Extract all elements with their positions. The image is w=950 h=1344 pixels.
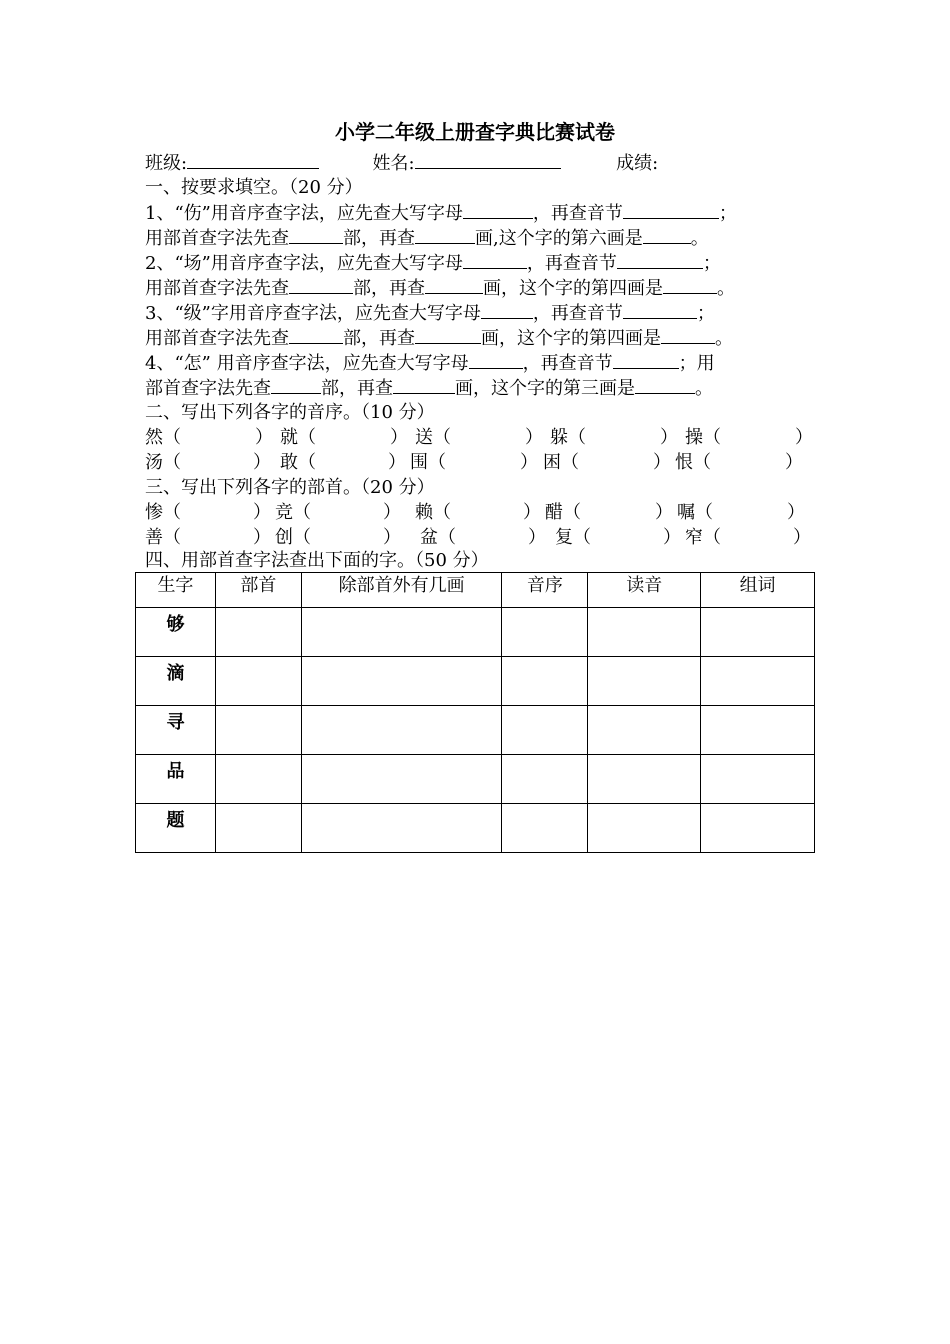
letter-cell[interactable]	[502, 657, 588, 706]
item-char: 敢（	[280, 452, 316, 473]
letter-cell[interactable]	[502, 608, 588, 657]
strokes-cell[interactable]	[301, 804, 502, 853]
item-char: 窄（	[685, 527, 721, 548]
char-cell: 品	[136, 755, 216, 804]
word-cell[interactable]	[701, 706, 815, 755]
item-char: 恨（	[675, 452, 711, 473]
q3-text-b: ，再查音节	[532, 303, 623, 324]
right-paren: ）	[520, 452, 538, 473]
question-3-line-2	[145, 325, 825, 351]
right-paren: ）	[383, 502, 401, 523]
table-row	[136, 755, 815, 804]
pinyin-item[interactable]	[280, 425, 408, 450]
item-char: 赖（	[415, 502, 451, 523]
radical-item[interactable]	[420, 525, 546, 550]
q4-text-e: 部，再查	[321, 378, 393, 399]
item-char: 竞（	[275, 502, 311, 523]
radical-item[interactable]	[145, 525, 271, 550]
question-4-line-2	[145, 375, 825, 401]
section-4-heading: 四、用部首查字法查出下面的字。（50 分）	[145, 550, 489, 571]
q1-stroke-blank[interactable]	[643, 225, 691, 244]
pinyin-item[interactable]	[550, 425, 678, 450]
item-char: 盆（	[420, 527, 456, 548]
column-header: 部首	[215, 573, 301, 608]
radical-cell[interactable]	[215, 657, 301, 706]
right-paren: ）	[253, 527, 271, 548]
q4-text-d: 部首查字法先查	[145, 378, 271, 399]
table-row	[136, 608, 815, 657]
item-char: 醋（	[545, 502, 581, 523]
question-3-line-1	[145, 300, 825, 326]
letter-cell[interactable]	[502, 706, 588, 755]
q3-text-g: 。	[715, 328, 733, 349]
q3-text-f: 画，这个字的第四画是	[481, 328, 661, 349]
radical-cell[interactable]	[215, 608, 301, 657]
page-title: 小学二年级上册查字典比赛试卷	[335, 120, 615, 144]
right-paren: ）	[523, 502, 541, 523]
q4-stroke-blank[interactable]	[635, 375, 695, 394]
right-paren: ）	[653, 452, 671, 473]
q3-radical-blank[interactable]	[289, 325, 343, 344]
name-blank[interactable]	[415, 150, 561, 169]
pinyin-cell[interactable]	[588, 608, 701, 657]
q2-text-g: 。	[717, 278, 735, 299]
char-cell: 寻	[136, 706, 216, 755]
strokes-cell[interactable]	[301, 608, 502, 657]
pinyin-item[interactable]	[685, 425, 813, 450]
right-paren: ）	[255, 427, 273, 448]
right-paren: ）	[663, 527, 681, 548]
q1-letter-blank[interactable]	[463, 200, 533, 219]
q1-text-c: ；	[718, 203, 737, 224]
pinyin-cell[interactable]	[588, 804, 701, 853]
q3-letter-blank[interactable]	[481, 300, 533, 319]
radical-item[interactable]	[555, 525, 681, 550]
strokes-cell[interactable]	[301, 657, 502, 706]
right-paren: ）	[390, 427, 408, 448]
q2-text-e: 部，再查	[353, 278, 425, 299]
name-label: 姓名:	[372, 153, 415, 174]
q2-text-b: ，再查音节	[526, 253, 617, 274]
table-row	[136, 706, 815, 755]
q3-syllable-blank[interactable]	[623, 300, 697, 319]
item-char: 汤（	[145, 452, 181, 473]
letter-cell[interactable]	[502, 755, 588, 804]
score-label: 成绩:	[616, 153, 659, 174]
item-char: 困（	[543, 452, 579, 473]
q4-radical-blank[interactable]	[271, 375, 321, 394]
right-paren: ）	[528, 527, 546, 548]
right-paren: ）	[660, 427, 678, 448]
column-header: 除部首外有几画	[301, 573, 502, 608]
radical-item[interactable]	[677, 500, 805, 525]
q1-syllable-blank[interactable]	[623, 200, 719, 219]
section-1-heading: 一、按要求填空。（20 分）	[145, 177, 363, 198]
question-1-line-1	[145, 200, 825, 226]
word-cell[interactable]	[701, 804, 815, 853]
item-char: 复（	[555, 527, 591, 548]
char-cell: 滴	[136, 657, 216, 706]
right-paren: ）	[525, 427, 543, 448]
q1-text-f: 画,这个字的第六画是	[475, 228, 643, 249]
item-char: 然（	[145, 427, 181, 448]
right-paren: ）	[787, 502, 805, 523]
item-char: 就（	[280, 427, 316, 448]
column-header: 读音	[588, 573, 701, 608]
pinyin-item[interactable]	[675, 450, 803, 475]
q1-text-d: 用部首查字法先查	[145, 228, 289, 249]
radical-cell[interactable]	[215, 804, 301, 853]
pinyin-item[interactable]	[280, 450, 406, 475]
column-header: 生字	[136, 573, 216, 608]
pinyin-cell[interactable]	[588, 755, 701, 804]
item-char: 躲（	[550, 427, 586, 448]
lookup-table	[135, 572, 815, 853]
radical-item[interactable]	[415, 500, 541, 525]
q2-text-d: 用部首查字法先查	[145, 278, 289, 299]
char-cell: 题	[136, 804, 216, 853]
table-row	[136, 804, 815, 853]
q2-text-f: 画，这个字的第四画是	[483, 278, 663, 299]
q1-text-a: 1、“伤”用音序查字法，应先查大写字母	[145, 203, 463, 224]
column-header: 组词	[701, 573, 815, 608]
q4-syllable-blank[interactable]	[613, 350, 679, 369]
strokes-cell[interactable]	[301, 706, 502, 755]
question-1-line-2	[145, 225, 825, 251]
question-4-line-1	[145, 350, 825, 376]
section-3-heading: 三、写出下列各字的部首。（20 分）	[145, 477, 435, 498]
q4-text-g: 。	[695, 378, 713, 399]
q4-text-f: 画，这个字的第三画是	[455, 378, 635, 399]
q4-letter-blank[interactable]	[469, 350, 523, 369]
radical-item[interactable]	[275, 525, 401, 550]
item-char: 送（	[415, 427, 451, 448]
item-char: 善（	[145, 527, 181, 548]
right-paren: ）	[253, 502, 271, 523]
radical-item[interactable]	[145, 500, 271, 525]
q4-text-a: 4、“怎” 用音序查字法，应先查大写字母	[145, 353, 469, 374]
right-paren: ）	[388, 452, 406, 473]
question-2-line-1	[145, 250, 825, 276]
q4-strokes-blank[interactable]	[393, 375, 455, 394]
letter-cell[interactable]	[502, 804, 588, 853]
q3-text-d: 用部首查字法先查	[145, 328, 289, 349]
right-paren: ）	[383, 527, 401, 548]
q1-radical-blank[interactable]	[289, 225, 343, 244]
q2-strokes-blank[interactable]	[425, 275, 483, 294]
question-2-line-2	[145, 275, 825, 301]
strokes-cell[interactable]	[301, 755, 502, 804]
q3-stroke-blank[interactable]	[661, 325, 715, 344]
item-char: 惨（	[145, 502, 181, 523]
q3-text-c: ；	[696, 303, 715, 324]
right-paren: ）	[253, 452, 271, 473]
item-char: 围（	[410, 452, 446, 473]
radical-cell[interactable]	[215, 706, 301, 755]
q2-letter-blank[interactable]	[463, 250, 527, 269]
q1-text-e: 部，再查	[343, 228, 415, 249]
right-paren: ）	[793, 527, 811, 548]
q2-syllable-blank[interactable]	[617, 250, 703, 269]
pinyin-cell[interactable]	[588, 657, 701, 706]
q3-text-e: 部，再查	[343, 328, 415, 349]
q1-text-g: 。	[690, 228, 709, 249]
q1-text-b: ，再查音节	[532, 203, 623, 224]
q2-text-c: ；	[702, 253, 721, 274]
radical-item[interactable]	[275, 500, 401, 525]
radical-item[interactable]	[685, 525, 811, 550]
section-2-heading: 二、写出下列各字的音序。（10 分）	[145, 402, 435, 423]
q1-strokes-blank[interactable]	[415, 225, 475, 244]
pinyin-item[interactable]	[145, 425, 273, 450]
word-cell[interactable]	[701, 657, 815, 706]
right-paren: ）	[655, 502, 673, 523]
char-cell: 够	[136, 608, 216, 657]
pinyin-item[interactable]	[410, 450, 538, 475]
radical-cell[interactable]	[215, 755, 301, 804]
table-header-row	[136, 573, 815, 608]
pinyin-item[interactable]	[145, 450, 271, 475]
right-paren: ）	[785, 452, 803, 473]
word-cell[interactable]	[701, 755, 815, 804]
q2-text-a: 2、“场”用音序查字法，应先查大写字母	[145, 253, 463, 274]
column-header: 音序	[502, 573, 588, 608]
table-row	[136, 657, 815, 706]
class-blank[interactable]	[187, 150, 319, 169]
pinyin-cell[interactable]	[588, 706, 701, 755]
word-cell[interactable]	[701, 608, 815, 657]
class-label: 班级:	[145, 153, 188, 174]
item-char: 操（	[685, 427, 721, 448]
q4-text-c: ；用	[678, 353, 715, 374]
q2-radical-blank[interactable]	[289, 275, 353, 294]
radical-item[interactable]	[545, 500, 673, 525]
q3-text-a: 3、“级”字用音序查字法，应先查大写字母	[145, 303, 481, 324]
q4-text-b: ，再查音节	[522, 353, 613, 374]
item-char: 嘱（	[677, 502, 713, 523]
q2-stroke-blank[interactable]	[663, 275, 717, 294]
q3-strokes-blank[interactable]	[415, 325, 481, 344]
header-line	[145, 150, 825, 176]
pinyin-item[interactable]	[415, 425, 543, 450]
item-char: 创（	[275, 527, 311, 548]
right-paren: ）	[795, 427, 813, 448]
pinyin-item[interactable]	[543, 450, 671, 475]
